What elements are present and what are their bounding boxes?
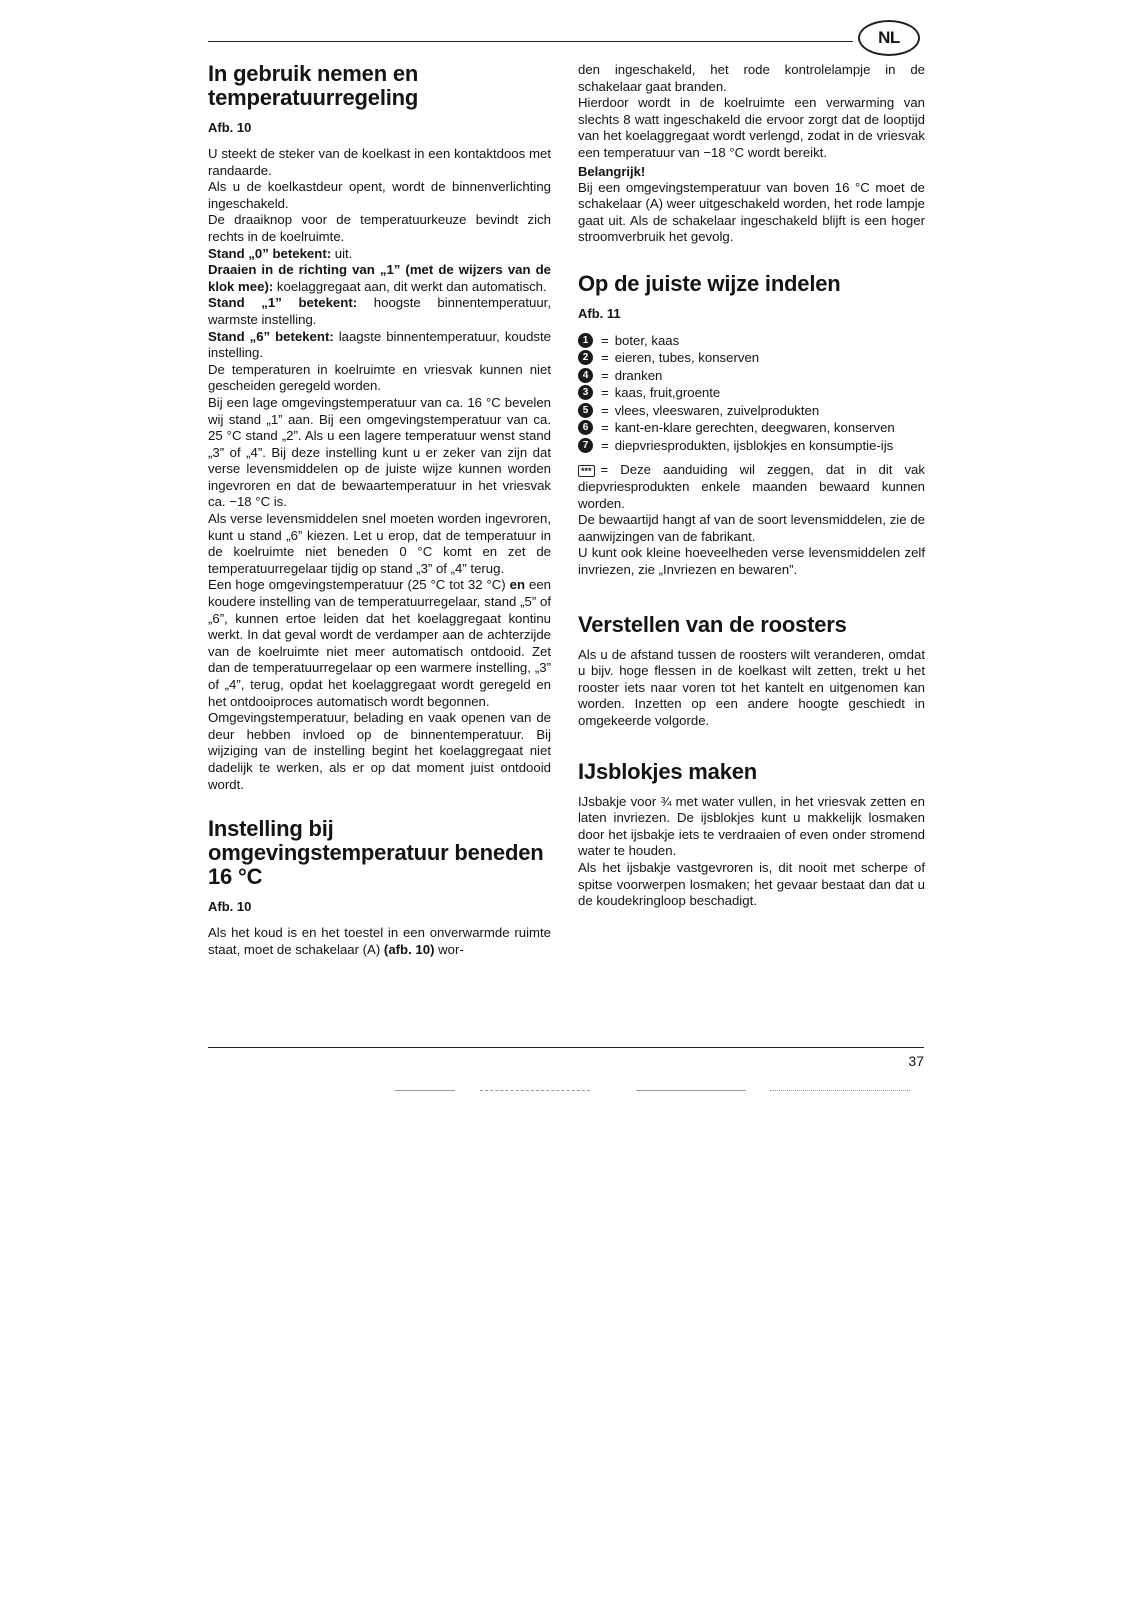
- figure-ref: Afb. 10: [208, 120, 252, 135]
- paragraph: Hierdoor wordt in de koelruimte een verwarming van slechts 8 watt ingeschakeld die ervoor zorgt dat de looptijd van het koelaggregaat wordt verlengd, zodat in de vriesvak een temperatuur van −18 °C wordt bereikt.: [578, 95, 925, 160]
- important-label: Belangrijk!: [578, 163, 646, 179]
- paragraph: De temperaturen in koelruimte en vriesvak kunnen niet gescheiden geregeld worden.: [208, 361, 551, 394]
- setting-label: Stand „6” betekent:: [208, 328, 334, 344]
- paragraph: Bij een lage omgevingstemperatuur van ca. 16 °C bevelen wij stand „1” aan. Bij een omgevingstemperatuur van ca. 25 °C stand „2”. Als u een lagere temperatuur wenst stand „3” of „4”. Bij deze instelling kunt u er zeker van zijn dat verse levensmiddelen op de juiste wijze kunnen worden ingevroren en dat de bewaartemperatuur in het vriesvak ca. −18 °C is.: [208, 394, 551, 510]
- text-run-bold: en: [509, 577, 526, 593]
- legend-text: diepvriesprodukten, ijsblokjes en konsumptie-ijs: [614, 437, 894, 453]
- page-number: 37: [908, 1053, 924, 1069]
- legend-text: kaas, fruit,groente: [614, 385, 721, 401]
- equals-sign: =: [601, 367, 609, 383]
- paragraph: De draaiknop voor de temperatuurkeuze bevindt zich rechts in de koelruimte.: [208, 212, 551, 244]
- text-run: Als het koud is en het toestel in een onverwarmde ruimte staat, moet de schakelaar (A): [208, 925, 551, 957]
- setting-label: Draaien in de richting van „1” (met de wijzers van de klok mee):: [208, 262, 551, 294]
- paragraph: Als u de afstand tussen de roosters wilt veranderen, omdat u bijv. hoge flessen in de koelkast wilt zetten, trekt u het rooster iets naar voren tot het kantelt en uitgenomen kan worden. Inzetten op een andere hoogte geschiedt in omgekeerde volgorde.: [578, 646, 925, 728]
- language-badge: NL: [858, 20, 920, 56]
- legend-item: [578, 367, 925, 385]
- paragraph: [208, 577, 551, 710]
- compartment-number-icon: 3: [578, 385, 593, 400]
- paragraph: Als het ijsbakje vastgevroren is, dit nooit met scherpe of spitse voorwerpen losmaken; het gevaar bestaat dan dat u de koudekringloop beschadigt.: [578, 859, 925, 909]
- equals-sign: =: [601, 350, 609, 366]
- legend-item: [578, 419, 925, 437]
- setting-text: hoogste binnentemperatuur, warmste instelling.: [208, 295, 551, 327]
- scan-artifact-line: [480, 1090, 590, 1091]
- section-title-roosters: Verstellen van de roosters: [578, 611, 847, 637]
- setting-label: Stand „0” betekent:: [208, 245, 332, 261]
- setting-stand-0: [208, 246, 551, 263]
- paragraph: U steekt de steker van de koelkast in een kontaktdoos met randaarde.: [208, 146, 551, 178]
- paragraph: U kunt ook kleine hoeveelheden verse levensmiddelen zelf invriezen, zie „Invriezen en bewaren”.: [578, 545, 925, 577]
- text-run: Een hoge omgevingstemperatuur (25 °C tot 32 °C): [208, 577, 510, 593]
- spacer: [578, 579, 925, 613]
- paragraph: [208, 925, 551, 958]
- section-title-in-gebruik: In gebruik nemen en temperatuurregeling: [208, 61, 419, 110]
- right-column: [578, 62, 925, 910]
- setting-text: uit.: [331, 245, 353, 261]
- legend-item: [578, 437, 925, 455]
- setting-label: Stand „1” betekent:: [208, 295, 358, 311]
- compartment-number-icon: 4: [578, 368, 593, 383]
- compartment-number-icon: 5: [578, 403, 593, 418]
- compartment-number-icon: 6: [578, 420, 593, 435]
- paragraph: Als verse levensmiddelen snel moeten worden ingevroren, kunt u stand „6” kiezen. Let u erop, dat de temperatuur in de koelruimte niet beneden 0 °C komt en zet de temperatuurregelaar tijdig op stand „3” of „4” terug.: [208, 511, 551, 576]
- freezer-stars-icon: ***: [578, 465, 595, 477]
- figure-ref: Afb. 11: [578, 305, 621, 321]
- spacer: [578, 246, 925, 272]
- setting-text: laagste binnentemperatuur, koudste instelling.: [208, 328, 552, 361]
- scan-artifact-line: [770, 1090, 910, 1091]
- setting-text: koelaggregaat aan, dit werkt dan automatisch.: [273, 278, 547, 294]
- setting-stand-1: [208, 295, 551, 328]
- text-run-bold: (afb. 10): [383, 941, 435, 957]
- compartment-number-icon: 1: [578, 333, 593, 348]
- legend-item: [578, 402, 925, 420]
- paragraph: Bij een omgevingstemperatuur van boven 16 °C moet de schakelaar (A) weer uitgeschakeld worden, het rode lampje gaat uit. Als de schakelaar ingeschakeld blijft is een hoger stroomverbruik het gevolg.: [578, 179, 925, 245]
- legend-text: vlees, vleeswaren, zuivelprodukten: [614, 402, 820, 418]
- legend-text: boter, kaas: [614, 332, 680, 348]
- figure-ref: Afb. 10: [208, 899, 252, 915]
- left-column: [208, 62, 551, 958]
- stars-note: [578, 462, 925, 512]
- section-title-ijsblokjes: IJsblokjes maken: [578, 758, 758, 784]
- equals-sign: =: [601, 402, 609, 418]
- section-title-instelling: Instelling bij omgevingstemperatuur beneden 16 °C: [208, 816, 544, 890]
- legend-item: [578, 332, 925, 350]
- spacer: [208, 793, 551, 817]
- setting-stand-6: [208, 329, 551, 362]
- paragraph: Omgevingstemperatuur, belading en vaak openen van de deur hebben invloed op de binnentemperatuur. Bij wijziging van de instelling begint het koelaggregaat niet dadelijk te werken, als er op dat moment juist ontdooid wordt.: [208, 710, 551, 792]
- equals-sign: =: [601, 385, 609, 401]
- bottom-rule: [208, 1047, 924, 1048]
- legend-text: dranken: [614, 367, 663, 383]
- equals-sign: =: [601, 437, 609, 453]
- setting-draaien: [208, 262, 551, 295]
- compartment-legend: [578, 332, 925, 455]
- equals-sign: =: [601, 332, 609, 348]
- spacer: [578, 730, 925, 760]
- compartment-number-icon: 7: [578, 438, 593, 453]
- stars-text: = Deze aanduiding wil zeggen, dat in dit vak diepvriesprodukten enkele maanden bewaard kunnen worden.: [578, 462, 925, 511]
- paragraph: De bewaartijd hangt af van de soort levensmiddelen, zie de aanwijzingen van de fabrikant.: [578, 512, 925, 544]
- legend-text: eieren, tubes, konserven: [614, 350, 760, 366]
- legend-item: [578, 349, 925, 367]
- equals-sign: =: [601, 420, 609, 436]
- paragraph: Als u de koelkastdeur opent, wordt de binnenverlichting ingeschakeld.: [208, 179, 551, 211]
- legend-item: [578, 384, 925, 402]
- compartment-number-icon: 2: [578, 350, 593, 365]
- text-run: wor-: [434, 941, 464, 957]
- section-title-indelen: Op de juiste wijze indelen: [578, 270, 841, 296]
- legend-text: kant-en-klare gerechten, deegwaren, konserven: [614, 420, 895, 436]
- scan-artifact-line: [395, 1090, 455, 1091]
- text-run: een koudere instelling van de temperatuurregelaar, stand „5” of „6”, kunnen ertoe leiden dat het koelaggregaat kontinu werkt. In dat geval wordt de verdamper aan de achterzijde van de koelruimte niet meer automatisch ontdooid. Zet dan de temperatuurregelaar op een warmere instelling, „3” of „4”, terug, opdat het koelaggregaat wordt geregeld en het ontdooiproces automatisch wordt begonnen.: [208, 577, 551, 709]
- paragraph: IJsbakje voor ¾ met water vullen, in het vriesvak zetten en laten invriezen. De ijsblokjes kunt u makkelijk losmaken door het ijsbakje iets te verdraaien of even onder stromend water te houden.: [578, 793, 925, 859]
- top-rule: [208, 41, 853, 42]
- paragraph: den ingeschakeld, het rode kontrolelampje in de schakelaar gaat branden.: [578, 62, 925, 94]
- scan-artifact-line: [636, 1090, 746, 1091]
